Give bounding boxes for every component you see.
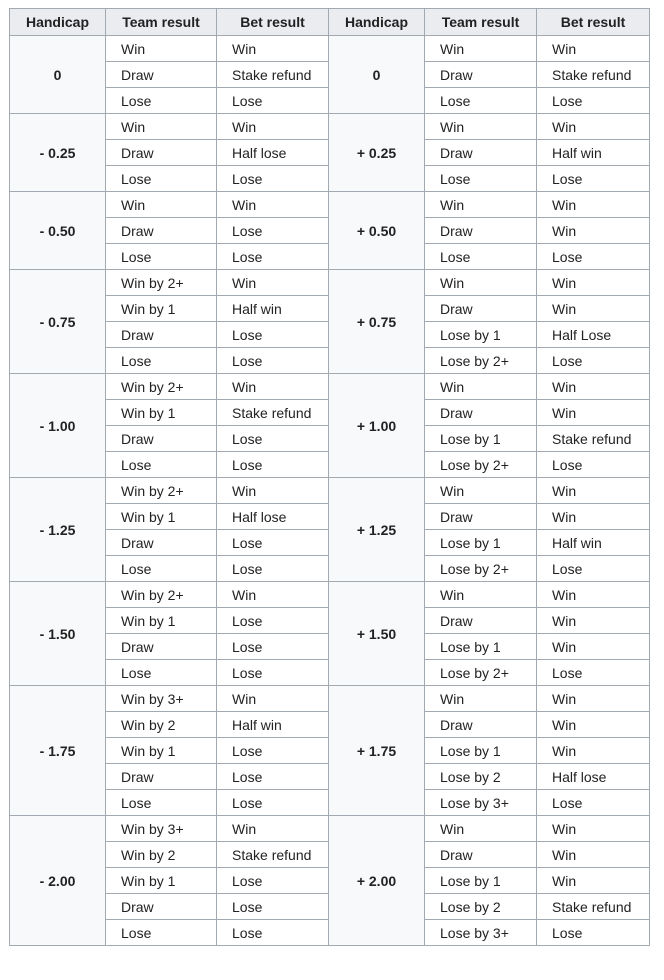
bet-result-cell-left: Lose xyxy=(217,452,329,478)
bet-result-cell-right: Win xyxy=(537,504,650,530)
bet-result-cell-left: Win xyxy=(217,374,329,400)
bet-result-cell-right: Lose xyxy=(537,244,650,270)
bet-result-cell-right: Win xyxy=(537,192,650,218)
team-result-cell-left: Draw xyxy=(106,634,217,660)
team-result-cell-right: Lose by 3+ xyxy=(425,920,537,946)
team-result-cell-right: Lose by 1 xyxy=(425,634,537,660)
team-result-cell-right: Lose by 1 xyxy=(425,322,537,348)
handicap-cell-right: + 1.50 xyxy=(329,582,425,686)
handicap-cell-right: + 1.25 xyxy=(329,478,425,582)
team-result-cell-right: Draw xyxy=(425,712,537,738)
handicap-cell-left: - 1.50 xyxy=(10,582,106,686)
bet-result-cell-right: Lose xyxy=(537,452,650,478)
team-result-cell-right: Lose by 2+ xyxy=(425,452,537,478)
bet-result-cell-right: Lose xyxy=(537,348,650,374)
bet-result-cell-left: Win xyxy=(217,582,329,608)
table-row xyxy=(10,192,650,218)
handicap-cell-right: + 2.00 xyxy=(329,816,425,946)
table-row xyxy=(10,270,650,296)
team-result-cell-right: Lose by 2+ xyxy=(425,348,537,374)
bet-result-cell-left: Lose xyxy=(217,556,329,582)
team-result-cell-right: Win xyxy=(425,114,537,140)
bet-result-cell-right: Lose xyxy=(537,556,650,582)
bet-result-cell-left: Lose xyxy=(217,764,329,790)
bet-result-cell-left: Stake refund xyxy=(217,62,329,88)
bet-result-cell-right: Win xyxy=(537,400,650,426)
table-row xyxy=(10,686,650,712)
handicap-cell-left: - 0.25 xyxy=(10,114,106,192)
team-result-cell-left: Draw xyxy=(106,140,217,166)
bet-result-cell-left: Lose xyxy=(217,894,329,920)
team-result-cell-right: Lose by 3+ xyxy=(425,790,537,816)
handicap-cell-right: + 0.25 xyxy=(329,114,425,192)
bet-result-cell-right: Win xyxy=(537,218,650,244)
bet-result-cell-right: Lose xyxy=(537,920,650,946)
team-result-cell-right: Lose by 2 xyxy=(425,894,537,920)
team-result-cell-right: Win xyxy=(425,36,537,62)
header-handicap-right: Handicap xyxy=(329,9,425,36)
bet-result-cell-right: Half Lose xyxy=(537,322,650,348)
team-result-cell-left: Win by 1 xyxy=(106,738,217,764)
team-result-cell-right: Win xyxy=(425,478,537,504)
bet-result-cell-right: Win xyxy=(537,868,650,894)
team-result-cell-left: Lose xyxy=(106,556,217,582)
handicap-cell-right: 0 xyxy=(329,36,425,114)
team-result-cell-right: Lose by 1 xyxy=(425,530,537,556)
handicap-cell-left: - 1.75 xyxy=(10,686,106,816)
handicap-cell-left: - 1.00 xyxy=(10,374,106,478)
bet-result-cell-left: Lose xyxy=(217,660,329,686)
bet-result-cell-left: Lose xyxy=(217,868,329,894)
bet-result-cell-left: Win xyxy=(217,816,329,842)
handicap-cell-left: 0 xyxy=(10,36,106,114)
team-result-cell-left: Lose xyxy=(106,244,217,270)
team-result-cell-right: Draw xyxy=(425,140,537,166)
team-result-cell-left: Win xyxy=(106,192,217,218)
team-result-cell-left: Lose xyxy=(106,790,217,816)
bet-result-cell-right: Win xyxy=(537,842,650,868)
bet-result-cell-right: Win xyxy=(537,816,650,842)
bet-result-cell-left: Half lose xyxy=(217,140,329,166)
team-result-cell-left: Win by 2+ xyxy=(106,582,217,608)
team-result-cell-left: Lose xyxy=(106,452,217,478)
team-result-cell-left: Lose xyxy=(106,920,217,946)
bet-result-cell-right: Half win xyxy=(537,530,650,556)
team-result-cell-right: Draw xyxy=(425,400,537,426)
team-result-cell-left: Win by 2 xyxy=(106,712,217,738)
bet-result-cell-left: Half win xyxy=(217,712,329,738)
team-result-cell-right: Lose xyxy=(425,166,537,192)
team-result-cell-right: Lose by 1 xyxy=(425,868,537,894)
team-result-cell-left: Win by 3+ xyxy=(106,816,217,842)
bet-result-cell-left: Stake refund xyxy=(217,400,329,426)
team-result-cell-left: Win by 1 xyxy=(106,400,217,426)
bet-result-cell-right: Win xyxy=(537,582,650,608)
bet-result-cell-left: Win xyxy=(217,114,329,140)
bet-result-cell-left: Lose xyxy=(217,738,329,764)
team-result-cell-left: Lose xyxy=(106,88,217,114)
bet-result-cell-right: Half win xyxy=(537,140,650,166)
handicap-cell-right: + 1.75 xyxy=(329,686,425,816)
team-result-cell-left: Draw xyxy=(106,764,217,790)
team-result-cell-right: Win xyxy=(425,374,537,400)
team-result-cell-left: Win by 2 xyxy=(106,842,217,868)
bet-result-cell-right: Win xyxy=(537,608,650,634)
team-result-cell-right: Lose by 2 xyxy=(425,764,537,790)
bet-result-cell-right: Lose xyxy=(537,88,650,114)
team-result-cell-left: Draw xyxy=(106,530,217,556)
team-result-cell-right: Win xyxy=(425,582,537,608)
bet-result-cell-right: Win xyxy=(537,686,650,712)
bet-result-cell-right: Win xyxy=(537,114,650,140)
header-team-result-right: Team result xyxy=(425,9,537,36)
team-result-cell-right: Lose by 2+ xyxy=(425,660,537,686)
bet-result-cell-left: Win xyxy=(217,686,329,712)
handicap-cell-right: + 0.50 xyxy=(329,192,425,270)
bet-result-cell-left: Lose xyxy=(217,634,329,660)
bet-result-cell-right: Win xyxy=(537,712,650,738)
team-result-cell-left: Lose xyxy=(106,660,217,686)
handicap-cell-right: + 1.00 xyxy=(329,374,425,478)
team-result-cell-right: Draw xyxy=(425,62,537,88)
team-result-cell-left: Win by 2+ xyxy=(106,270,217,296)
bet-result-cell-right: Half lose xyxy=(537,764,650,790)
header-handicap-left: Handicap xyxy=(10,9,106,36)
team-result-cell-left: Win by 1 xyxy=(106,608,217,634)
bet-result-cell-right: Win xyxy=(537,478,650,504)
bet-result-cell-left: Lose xyxy=(217,608,329,634)
team-result-cell-right: Lose by 2+ xyxy=(425,556,537,582)
team-result-cell-right: Draw xyxy=(425,296,537,322)
team-result-cell-right: Draw xyxy=(425,504,537,530)
team-result-cell-left: Lose xyxy=(106,348,217,374)
team-result-cell-left: Draw xyxy=(106,894,217,920)
bet-result-cell-left: Lose xyxy=(217,426,329,452)
team-result-cell-right: Win xyxy=(425,816,537,842)
bet-result-cell-right: Win xyxy=(537,36,650,62)
team-result-cell-left: Lose xyxy=(106,166,217,192)
team-result-cell-right: Draw xyxy=(425,218,537,244)
bet-result-cell-left: Lose xyxy=(217,322,329,348)
team-result-cell-left: Win by 3+ xyxy=(106,686,217,712)
bet-result-cell-left: Win xyxy=(217,270,329,296)
bet-result-cell-left: Lose xyxy=(217,920,329,946)
team-result-cell-left: Win by 1 xyxy=(106,504,217,530)
team-result-cell-left: Win by 1 xyxy=(106,868,217,894)
bet-result-cell-right: Stake refund xyxy=(537,894,650,920)
team-result-cell-left: Draw xyxy=(106,322,217,348)
team-result-cell-right: Win xyxy=(425,686,537,712)
bet-result-cell-right: Win xyxy=(537,634,650,660)
bet-result-cell-left: Lose xyxy=(217,88,329,114)
bet-result-cell-left: Half win xyxy=(217,296,329,322)
handicap-cell-left: - 0.50 xyxy=(10,192,106,270)
table-row xyxy=(10,36,650,62)
bet-result-cell-right: Stake refund xyxy=(537,426,650,452)
team-result-cell-left: Win xyxy=(106,114,217,140)
bet-result-cell-right: Win xyxy=(537,296,650,322)
bet-result-cell-right: Win xyxy=(537,738,650,764)
team-result-cell-left: Draw xyxy=(106,426,217,452)
handicap-cell-right: + 0.75 xyxy=(329,270,425,374)
bet-result-cell-right: Lose xyxy=(537,660,650,686)
team-result-cell-left: Win by 1 xyxy=(106,296,217,322)
bet-result-cell-left: Lose xyxy=(217,244,329,270)
bet-result-cell-left: Lose xyxy=(217,166,329,192)
bet-result-cell-left: Win xyxy=(217,478,329,504)
team-result-cell-right: Draw xyxy=(425,608,537,634)
team-result-cell-right: Lose xyxy=(425,244,537,270)
team-result-cell-left: Win by 2+ xyxy=(106,478,217,504)
team-result-cell-right: Win xyxy=(425,270,537,296)
bet-result-cell-left: Win xyxy=(217,192,329,218)
handicap-table xyxy=(9,8,650,946)
team-result-cell-left: Draw xyxy=(106,218,217,244)
team-result-cell-right: Draw xyxy=(425,842,537,868)
team-result-cell-right: Lose by 1 xyxy=(425,426,537,452)
header-row xyxy=(10,9,650,36)
table-row xyxy=(10,478,650,504)
bet-result-cell-left: Half lose xyxy=(217,504,329,530)
bet-result-cell-right: Win xyxy=(537,270,650,296)
bet-result-cell-right: Stake refund xyxy=(537,62,650,88)
bet-result-cell-right: Win xyxy=(537,374,650,400)
header-team-result-left: Team result xyxy=(106,9,217,36)
team-result-cell-left: Draw xyxy=(106,62,217,88)
bet-result-cell-left: Lose xyxy=(217,218,329,244)
bet-result-cell-left: Win xyxy=(217,36,329,62)
table-row xyxy=(10,816,650,842)
bet-result-cell-left: Lose xyxy=(217,790,329,816)
header-bet-result-right: Bet result xyxy=(537,9,650,36)
table-row xyxy=(10,374,650,400)
header-bet-result-left: Bet result xyxy=(217,9,329,36)
handicap-cell-left: - 1.25 xyxy=(10,478,106,582)
table-row xyxy=(10,114,650,140)
bet-result-cell-right: Lose xyxy=(537,166,650,192)
team-result-cell-right: Lose xyxy=(425,88,537,114)
team-result-cell-left: Win xyxy=(106,36,217,62)
bet-result-cell-right: Lose xyxy=(537,790,650,816)
handicap-cell-left: - 0.75 xyxy=(10,270,106,374)
bet-result-cell-left: Lose xyxy=(217,530,329,556)
table-row xyxy=(10,582,650,608)
bet-result-cell-left: Stake refund xyxy=(217,842,329,868)
bet-result-cell-left: Lose xyxy=(217,348,329,374)
table-body xyxy=(10,36,650,946)
team-result-cell-left: Win by 2+ xyxy=(106,374,217,400)
team-result-cell-right: Lose by 1 xyxy=(425,738,537,764)
team-result-cell-right: Win xyxy=(425,192,537,218)
handicap-cell-left: - 2.00 xyxy=(10,816,106,946)
